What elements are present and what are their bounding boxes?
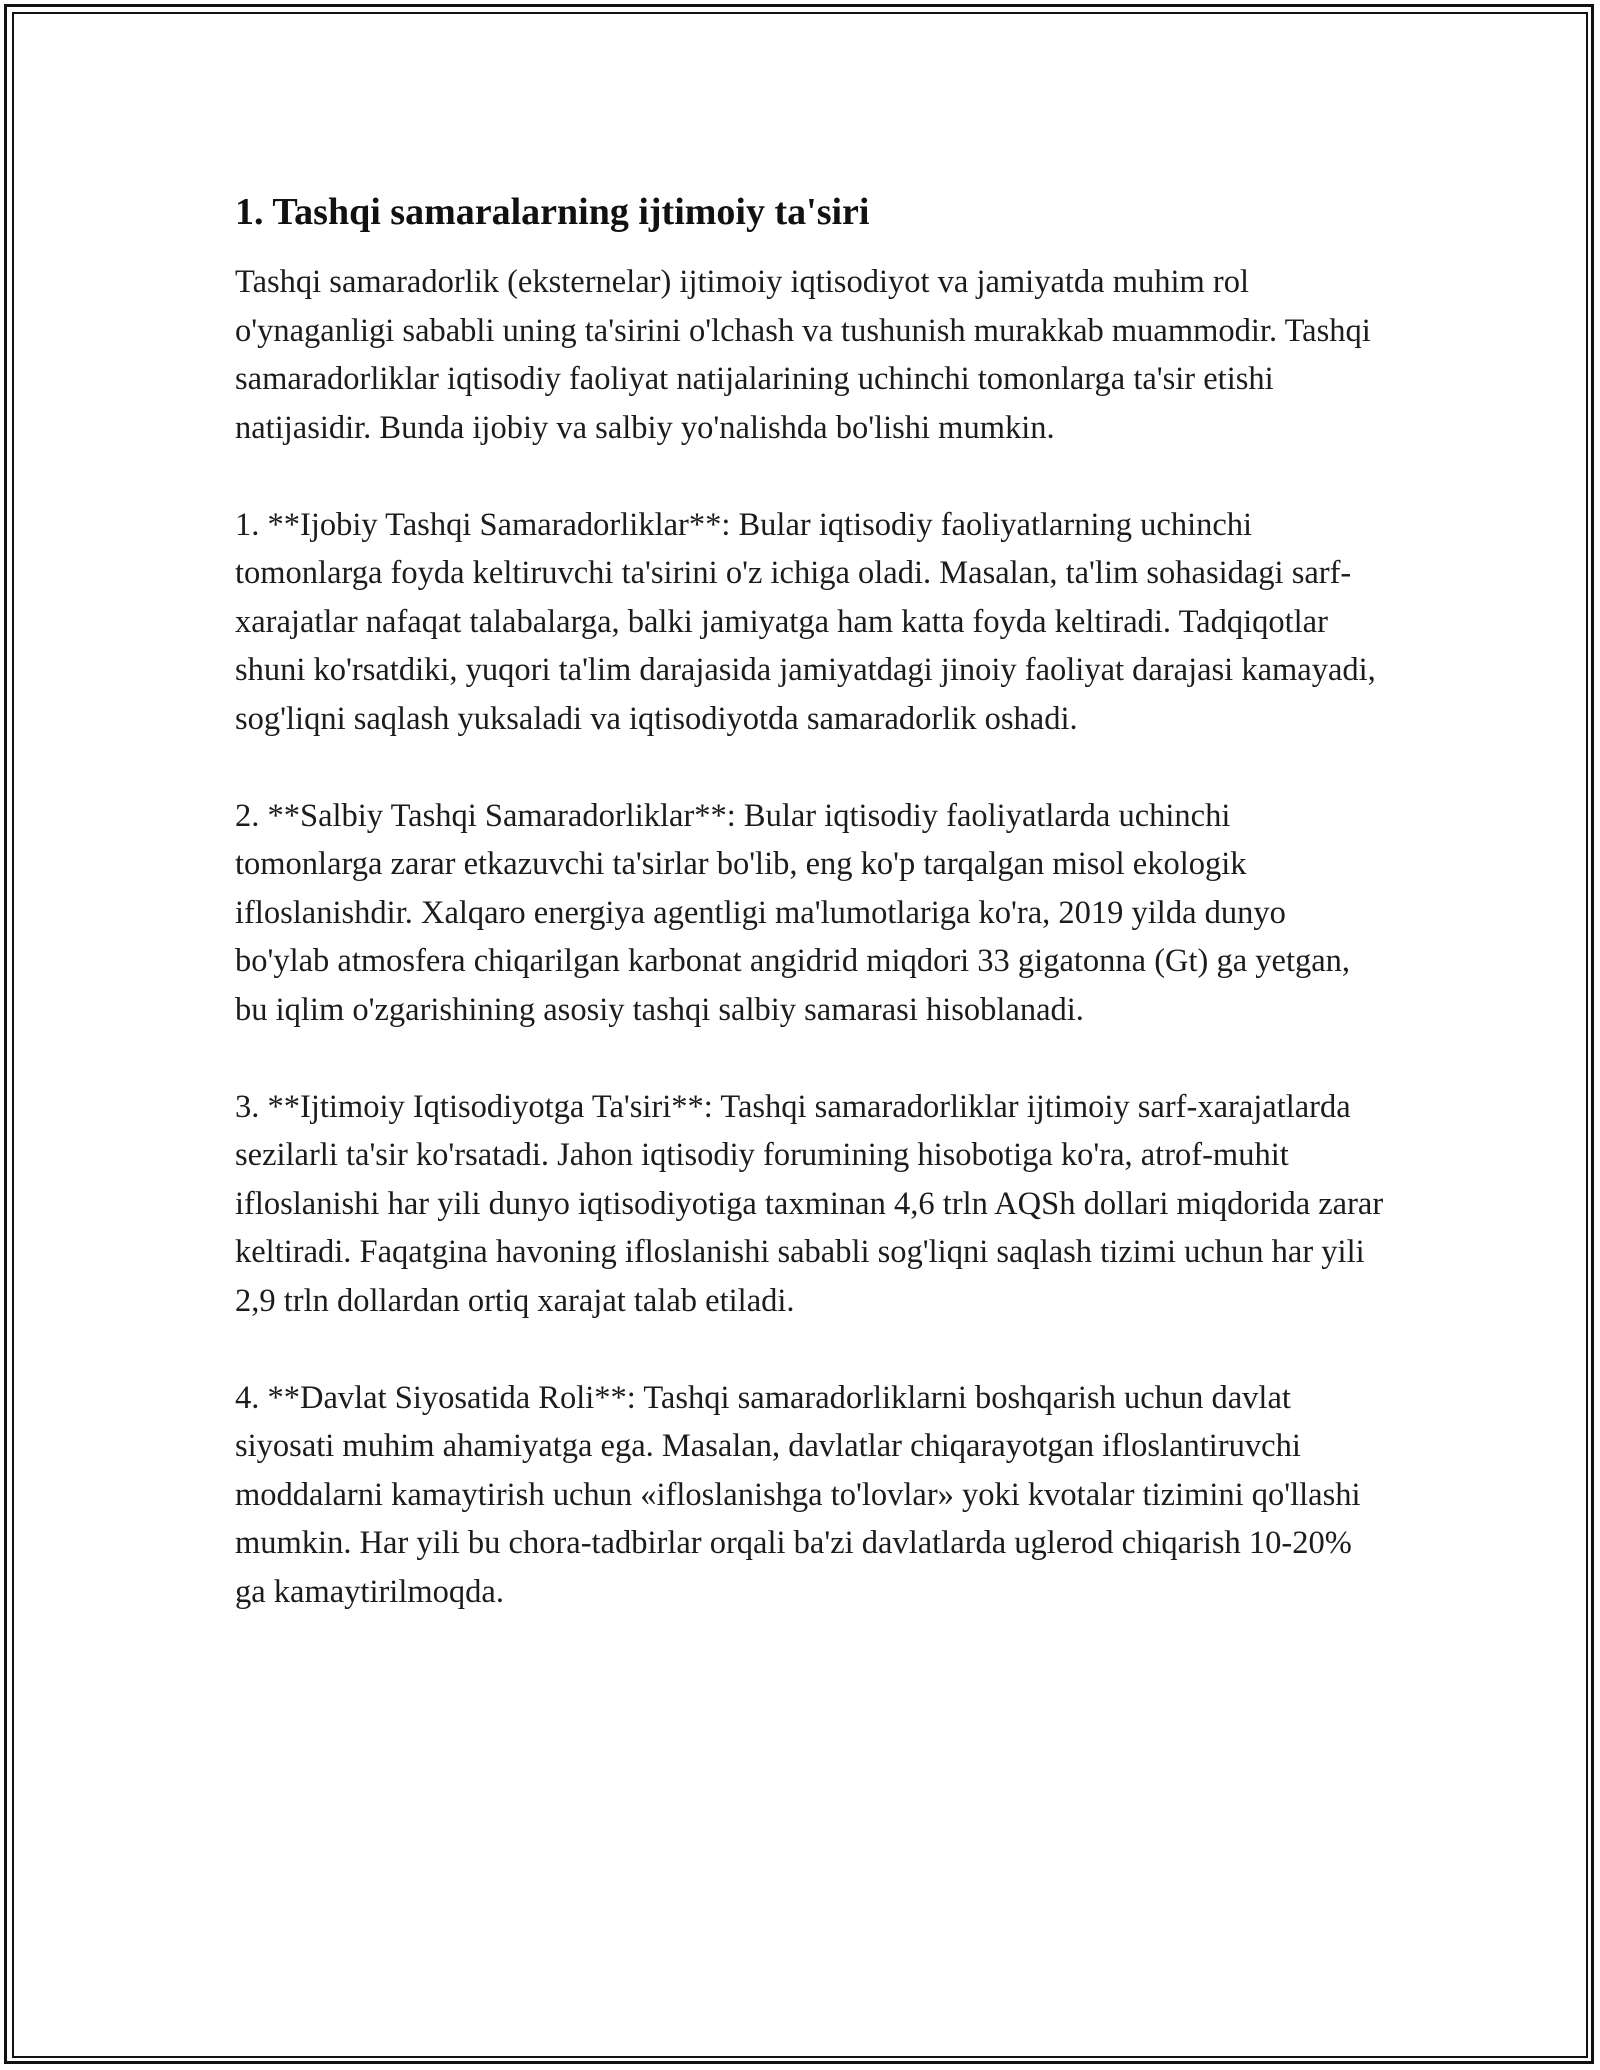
- paragraph-positive-externalities: 1. **Ijobiy Tashqi Samaradorliklar**: Bular iqtisodiy faoliyatlarning uchinchi tomonlarga foyda keltiruvchi ta'sirini o'z ichiga oladi. Masalan, ta'lim sohasidagi sarf-xarajatlar nafaqat talabalarga, balki jamiyatga ham katta foyda keltiradi. Tadqiqotlar shuni ko'rsatdiki, yuqori ta'lim darajasida jamiyatdagi jinoiy faoliyat darajasi kamayadi, sog'liqni saqlash yuksaladi va iqtisodiyotda samaradorlik oshadi.: [235, 506, 1376, 737]
- intro-paragraph: Tashqi samaradorlik (eksternelar) ijtimoiy iqtisodiyot va jamiyatda muhim rol o'ynaganligi sababli uning ta'sirini o'lchash va tushunish murakkab muammodir. Tashqi samaradorliklar iqtisodiy faoliyat natijalarining uchinchi tomonlarga ta'sir etishi natijasidir. Bunda ijobiy va salbiy yo'nalishda bo'lishi mumkin.: [235, 264, 1371, 446]
- paragraph-social-economy-impact: 3. **Ijtimoiy Iqtisodiyotga Ta'siri**: Tashqi samaradorliklar ijtimoiy sarf-xarajatlarda sezilarli ta'sir ko'rsatadi. Jahon iqtisodiy forumining hisobotiga ko'ra, atrof-muhit ifloslanishi har yili dunyo iqtisodiyotiga taxminan 4,6 trln AQSh dollari miqdorida zarar keltiradi. Faqatgina havoning ifloslanishi sababli sog'liqni saqlash tizimi uchun har yili 2,9 trln dollardan ortiq xarajat talab etiladi.: [235, 1088, 1384, 1319]
- document-body: [235, 188, 1385, 1665]
- paragraph-state-policy-role: 4. **Davlat Siyosatida Roli**: Tashqi samaradorliklarni boshqarish uchun davlat siyosati muhim ahamiyatga ega. Masalan, davlatlar chiqarayotgan ifloslantiruvchi moddalarni kamaytirish uchun «ifloslanishga to'lovlar» yoki kvotalar tizimini qo'llashi mumkin. Har yili bu chora-tadbirlar orqali ba'zi davlatlarda uglerod chiqarish 10-20% ga kamaytirilmoqda.: [235, 1379, 1361, 1610]
- paragraph-negative-externalities: 2. **Salbiy Tashqi Samaradorliklar**: Bular iqtisodiy faoliyatlarda uchinchi tomonlarga zarar etkazuvchi ta'sirlar bo'lib, eng ko'p tarqalgan misol ekologik ifloslanishdir. Xalqaro energiya agentligi ma'lumotlariga ko'ra, 2019 yilda dunyo bo'ylab atmosfera chiqarilgan karbonat angidrid miqdori 33 gigatonna (Gt) ga yetgan, bu iqlim o'zgarishining asosiy tashqi salbiy samarasi hisoblanadi.: [235, 797, 1351, 1028]
- section-heading: 1. Tashqi samaralarning ijtimoiy ta'siri: [235, 191, 870, 233]
